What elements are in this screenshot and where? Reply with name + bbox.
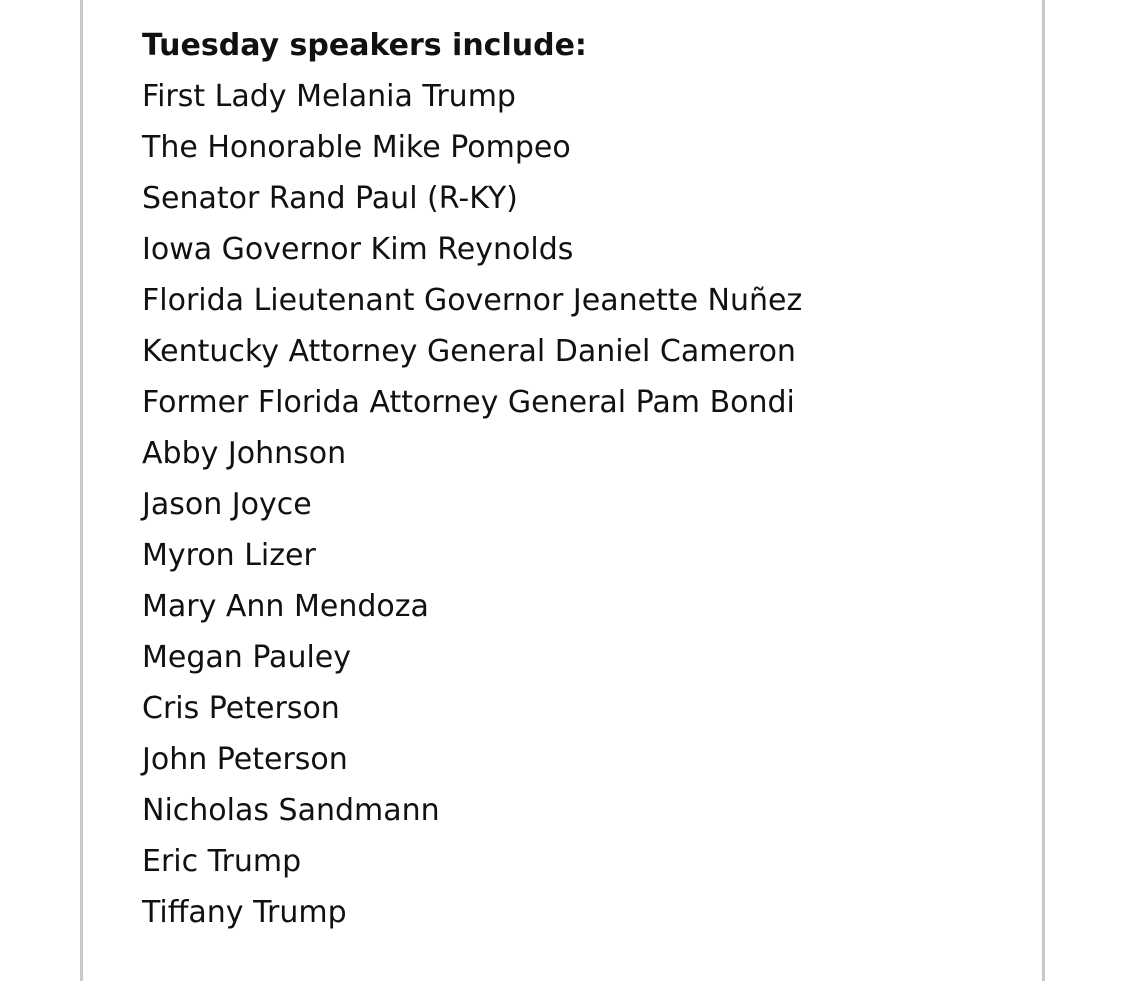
speaker-item: John Peterson xyxy=(142,742,348,777)
speaker-item: Eric Trump xyxy=(142,844,302,879)
speaker-item: Iowa Governor Kim Reynolds xyxy=(142,232,574,267)
speaker-item: Former Florida Attorney General Pam Bondi xyxy=(142,385,795,420)
speaker-item: Nicholas Sandmann xyxy=(142,793,440,828)
speakers-section xyxy=(142,20,1022,938)
right-border-rule xyxy=(1042,0,1045,981)
speaker-item: Kentucky Attorney General Daniel Cameron xyxy=(142,334,796,369)
speaker-item: Cris Peterson xyxy=(142,691,340,726)
speaker-item: Florida Lieutenant Governor Jeanette Nuñez xyxy=(142,283,803,318)
speaker-item: First Lady Melania Trump xyxy=(142,79,516,114)
speaker-item: Tiffany Trump xyxy=(142,895,347,930)
speaker-list xyxy=(142,71,1022,938)
speaker-item: Abby Johnson xyxy=(142,436,347,471)
left-border-rule xyxy=(80,0,83,981)
speaker-item: The Honorable Mike Pompeo xyxy=(142,130,571,165)
speaker-item: Jason Joyce xyxy=(142,487,312,522)
speaker-item: Senator Rand Paul (R-KY) xyxy=(142,181,518,216)
speaker-item: Megan Pauley xyxy=(142,640,352,675)
speaker-item: Mary Ann Mendoza xyxy=(142,589,429,624)
speaker-item: Myron Lizer xyxy=(142,538,316,573)
section-heading: Tuesday speakers include: xyxy=(142,28,587,63)
